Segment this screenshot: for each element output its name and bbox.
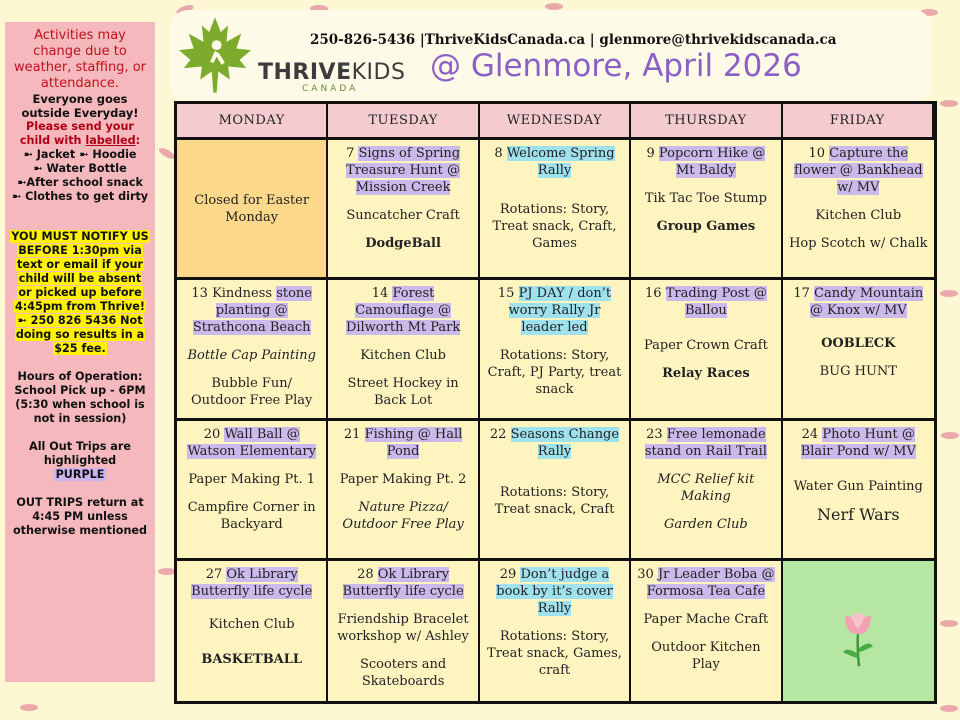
calendar-grid [174,101,937,704]
day-activity: Kitchen Club [360,348,446,364]
day-activity: BASKETBALL [201,651,303,667]
day-activity: MCC Relief kit Making [657,471,755,504]
day-activity: Bubble Fun/ Outdoor Free Play [191,376,313,409]
day-header-thursday: THURSDAY [631,104,782,140]
day-trip: 27 Ok Library Butterfly life cycle [191,566,313,599]
day-activity: OOBLECK [821,336,896,352]
day-activity: Paper Making Pt. 1 [188,471,316,487]
day-trip: 13 Kindness stone planting @ Strathcona Beach [191,286,312,336]
day-cell-8 [480,140,631,280]
day-activity: Nerf Wars [817,504,900,524]
sidebar-item: ➼ Jacket ➼ Hoodie [23,148,137,161]
day-activity: BUG HUNT [819,364,897,380]
sidebar-item: ➼ Clothes to get dirty [11,190,149,203]
petal-decoration [940,705,958,712]
day-trip: 30 Jr Leader Boba @ Formosa Tea Cafe [637,566,775,599]
brand-logo: THRIVEKIDS [258,60,406,85]
day-cell-10 [783,140,934,280]
day-trip: 9 Popcorn Hike @ Mt Baldy [646,146,766,178]
day-cell-24 [783,421,934,561]
maple-leaf-logo-icon [174,14,256,96]
day-cell-23 [631,421,782,561]
sidebar-return-note: OUT TRIPS return at 4:45 PM unless otherwise mentioned [12,496,148,537]
tulip-icon [837,606,879,668]
petal-decoration [545,3,563,10]
closed-note: Closed for Easter Monday [194,192,310,225]
day-activity: Paper Crown Craft [643,338,768,354]
day-trip: 7 Signs of Spring Treasure Hunt @ Mission Creek [346,146,461,195]
day-activity: Nature Pizza/ Outdoor Free Play [342,499,464,532]
day-trip: 14 Forest Camouflage @ Dilworth Mt Park [345,286,461,336]
page-title: @ Glenmore, April 2026 [430,48,802,84]
info-sidebar [5,22,155,682]
day-header-monday: MONDAY [177,104,328,140]
day-activity: Relay Races [662,366,750,382]
day-activity: Garden Club [664,516,748,532]
day-activity: Kitchen Club [815,208,902,223]
day-activity: Suncatcher Craft [346,208,460,223]
day-activity: Kitchen Club [208,616,295,632]
day-cell-17 [783,280,934,420]
day-activity: Campfire Corner in Backyard [187,499,316,532]
day-trip: 16 Trading Post @ Ballou [645,286,767,319]
petal-decoration [940,620,958,627]
flower-cell [783,561,934,701]
page-header [170,10,932,102]
brand-subtitle: CANADA [302,84,359,94]
day-activity: Rotations: Story, Treat snack, Craft [494,484,615,517]
day-activity: Bottle Cap Painting [187,348,316,364]
petal-decoration [940,290,958,297]
day-activity: Tik Tac Toe Stump [644,191,767,206]
day-header-wednesday: WEDNESDAY [480,104,631,140]
sidebar-items-list [10,148,150,204]
day-cell-15 [480,280,631,420]
day-trip: 17 Candy Mountain @ Knox w/ MV [793,286,924,319]
sidebar-outtrips-note: All Out Trips are highlighted PURPLE [29,440,131,481]
day-cell-28 [328,561,479,701]
day-activity: DodgeBall [365,236,441,251]
day-trip: 28 Ok Library Butterfly life cycle [342,566,464,599]
day-activity: Paper Making Pt. 2 [339,471,467,487]
day-cell-13 [177,280,328,420]
day-activity: Hop Scotch w/ Chalk [789,236,928,251]
day-trip: 8 Welcome Spring Rally [494,146,615,178]
day-cell-7 [328,140,479,280]
day-activity: Group Games [656,219,756,234]
day-activity: Water Gun Painting [793,478,923,494]
day-cell-16 [631,280,782,420]
day-activity: Outdoor Kitchen Play [651,639,761,672]
day-trip: 29 Don’t judge a book by it’s cover Rally [496,566,613,616]
sidebar-item: ➼ Water Bottle [33,162,127,175]
day-trip: 20 Wall Ball @ Watson Elementary [187,426,316,459]
day-cell-21 [328,421,479,561]
day-cell-20 [177,421,328,561]
day-cell-27 [177,561,328,701]
sidebar-notify-note: YOU MUST NOTIFY US BEFORE 1:30pm via text or email if your child will be absent or picked up before 4:45pm from Thrive! ➼ 250 826 5436 Not doing so results in a $25 fee. [11,230,149,355]
day-activity: Friendship Bracelet workshop w/ Ashley [337,611,469,644]
day-cell-9 [631,140,782,280]
day-cell-30 [631,561,782,701]
day-header-tuesday: TUESDAY [328,104,479,140]
day-activity: Paper Mache Craft [643,611,769,627]
petal-decoration [940,100,958,107]
sidebar-item: ➼After school snack [17,176,143,189]
day-activity: Street Hockey in Back Lot [347,376,459,409]
day-activity: Rotations: Story, Treat snack, Craft, Games [492,202,617,251]
day-cell-29 [480,561,631,701]
day-trip: 15 PJ DAY / don’t worry Rally Jr leader led [497,286,612,336]
day-trip: 23 Free lemonade stand on Rail Trail [644,426,767,459]
petal-decoration [20,704,38,711]
day-trip: 24 Photo Hunt @ Blair Pond w/ MV [800,426,916,459]
sidebar-hours: Hours of Operation: School Pick up - 6PM (5:30 when school is not in session) [14,370,146,425]
sidebar-everyone-outside: Everyone goes outside Everyday! [21,92,139,120]
day-trip: 22 Seasons Change Rally [489,426,620,459]
day-cell-closed [177,140,328,280]
sidebar-send-note: Please send your child with labelled: [19,120,141,147]
day-activity: Rotations: Story, Treat snack, Games, craft [487,628,622,678]
day-activity: Rotations: Story, Craft, PJ Party, treat snack [487,348,622,398]
day-trip: 21 Fishing @ Hall Pond [343,426,463,459]
sidebar-intro: Activities may change due to weather, staffing, or attendance. [14,28,146,91]
day-trip: 10 Capture the flower @ Bankhead w/ MV [794,146,923,195]
petal-decoration [941,432,959,439]
day-cell-22 [480,421,631,561]
contact-line: 250-826-5436 |ThriveKidsCanada.ca | glenmore@thrivekidscanada.ca [310,32,837,48]
day-cell-14 [328,280,479,420]
day-activity: Scooters and Skateboards [359,656,447,689]
day-header-friday: FRIDAY [783,104,934,140]
